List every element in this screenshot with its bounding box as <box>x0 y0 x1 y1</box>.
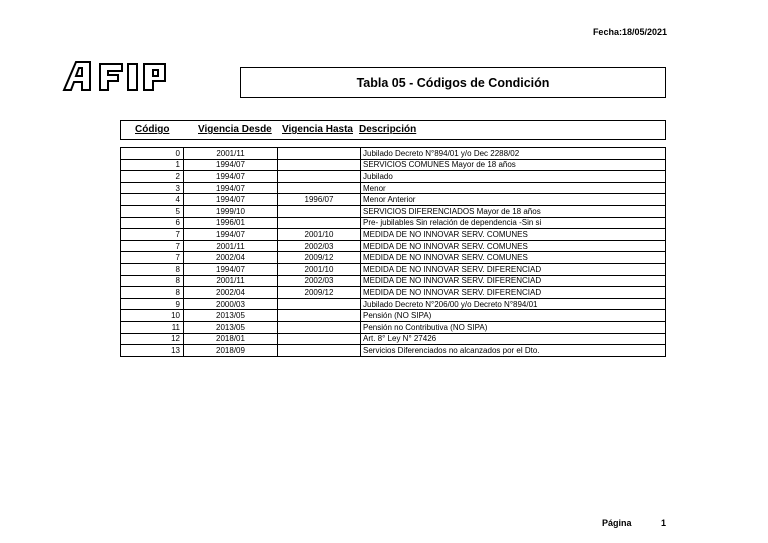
cell-descripcion: MEDIDA DE NO INNOVAR SERV. COMUNES <box>361 240 666 252</box>
cell-codigo: 8 <box>121 263 184 275</box>
cell-descripcion: Menor <box>361 182 666 194</box>
table-row <box>121 171 666 183</box>
cell-vigencia-hasta <box>278 171 361 183</box>
cell-vigencia-desde: 1994/07 <box>184 194 278 206</box>
cell-vigencia-hasta: 2001/10 <box>278 229 361 241</box>
cell-vigencia-hasta: 1996/07 <box>278 194 361 206</box>
cell-descripcion: Art. 8° Ley N° 27426 <box>361 333 666 345</box>
cell-codigo: 8 <box>121 287 184 299</box>
cell-descripcion: Pensión (NO SIPA) <box>361 310 666 322</box>
cell-vigencia-desde: 2002/04 <box>184 252 278 264</box>
table-row <box>121 194 666 206</box>
cell-codigo: 9 <box>121 298 184 310</box>
cell-vigencia-hasta: 2002/03 <box>278 275 361 287</box>
table-row <box>121 240 666 252</box>
cell-vigencia-hasta <box>278 333 361 345</box>
cell-descripcion: MEDIDA DE NO INNOVAR SERV. COMUNES <box>361 229 666 241</box>
cell-vigencia-hasta <box>278 205 361 217</box>
table-row <box>121 159 666 171</box>
cell-codigo: 12 <box>121 333 184 345</box>
cell-descripcion: MEDIDA DE NO INNOVAR SERV. DIFERENCIAD <box>361 263 666 275</box>
cell-vigencia-desde: 2002/04 <box>184 287 278 299</box>
col-header-descripcion: Descripción <box>359 124 417 135</box>
cell-vigencia-desde: 1994/07 <box>184 159 278 171</box>
table-row <box>121 148 666 160</box>
table-row <box>121 321 666 333</box>
table-title: Tabla 05 - Códigos de Condición <box>240 67 666 98</box>
table-row <box>121 298 666 310</box>
col-header-vigencia-hasta: Vigencia Hasta <box>282 124 353 135</box>
table-row <box>121 252 666 264</box>
cell-codigo: 11 <box>121 321 184 333</box>
cell-vigencia-hasta: 2009/12 <box>278 287 361 299</box>
page-label: Página <box>602 518 632 528</box>
cell-vigencia-desde: 2001/11 <box>184 148 278 160</box>
cell-descripcion: MEDIDA DE NO INNOVAR SERV. DIFERENCIAD <box>361 275 666 287</box>
cell-vigencia-hasta <box>278 345 361 357</box>
table-row <box>121 287 666 299</box>
column-header-bar <box>120 120 666 140</box>
cell-vigencia-hasta <box>278 321 361 333</box>
cell-vigencia-desde: 2000/03 <box>184 298 278 310</box>
cell-vigencia-desde: 2013/05 <box>184 321 278 333</box>
cell-codigo: 4 <box>121 194 184 206</box>
cell-codigo: 2 <box>121 171 184 183</box>
condition-codes-table <box>120 147 666 357</box>
cell-vigencia-hasta <box>278 298 361 310</box>
cell-codigo: 7 <box>121 240 184 252</box>
cell-vigencia-desde: 2013/05 <box>184 310 278 322</box>
cell-descripcion: MEDIDA DE NO INNOVAR SERV. COMUNES <box>361 252 666 264</box>
cell-codigo: 10 <box>121 310 184 322</box>
page-number: 1 <box>661 518 667 528</box>
cell-codigo: 6 <box>121 217 184 229</box>
cell-vigencia-hasta <box>278 159 361 171</box>
cell-vigencia-hasta <box>278 217 361 229</box>
table-row <box>121 275 666 287</box>
print-date: Fecha:18/05/2021 <box>592 27 667 37</box>
cell-descripcion: Jubilado Decreto N°206/00 y/o Decreto N°894/01 <box>361 298 666 310</box>
cell-vigencia-desde: 2018/09 <box>184 345 278 357</box>
cell-descripcion: Menor Anterior <box>361 194 666 206</box>
cell-codigo: 7 <box>121 229 184 241</box>
cell-codigo: 1 <box>121 159 184 171</box>
cell-codigo: 0 <box>121 148 184 160</box>
cell-vigencia-desde: 2001/11 <box>184 275 278 287</box>
table-row <box>121 182 666 194</box>
cell-vigencia-desde: 1994/07 <box>184 182 278 194</box>
table-row <box>121 345 666 357</box>
cell-descripcion: MEDIDA DE NO INNOVAR SERV. DIFERENCIAD <box>361 287 666 299</box>
table-row <box>121 217 666 229</box>
cell-descripcion: Servicios Diferenciados no alcanzados por el Dto. <box>361 345 666 357</box>
table-row <box>121 229 666 241</box>
table-row <box>121 263 666 275</box>
cell-codigo: 3 <box>121 182 184 194</box>
table-row <box>121 333 666 345</box>
cell-codigo: 5 <box>121 205 184 217</box>
table-row <box>121 310 666 322</box>
cell-vigencia-hasta: 2001/10 <box>278 263 361 275</box>
cell-vigencia-desde: 2018/01 <box>184 333 278 345</box>
cell-vigencia-desde: 1994/07 <box>184 229 278 241</box>
cell-descripcion: Pre- jubilables Sin relación de dependencia -Sin si <box>361 217 666 229</box>
cell-codigo: 8 <box>121 275 184 287</box>
cell-codigo: 7 <box>121 252 184 264</box>
cell-vigencia-desde: 1999/10 <box>184 205 278 217</box>
cell-vigencia-desde: 1996/01 <box>184 217 278 229</box>
cell-descripcion: Jubilado <box>361 171 666 183</box>
cell-vigencia-hasta <box>278 310 361 322</box>
table-row <box>121 205 666 217</box>
cell-vigencia-hasta: 2002/03 <box>278 240 361 252</box>
cell-descripcion: SERVICIOS DIFERENCIADOS Mayor de 18 años <box>361 205 666 217</box>
afip-logo <box>62 56 192 92</box>
cell-descripcion: Jubilado Decreto N°894/01 y/o Dec 2288/02 <box>361 148 666 160</box>
col-header-vigencia-desde: Vigencia Desde <box>198 124 272 135</box>
cell-descripcion: SERVICIOS COMUNES Mayor de 18 años <box>361 159 666 171</box>
cell-vigencia-desde: 1994/07 <box>184 171 278 183</box>
cell-vigencia-desde: 1994/07 <box>184 263 278 275</box>
cell-vigencia-desde: 2001/11 <box>184 240 278 252</box>
cell-vigencia-hasta <box>278 182 361 194</box>
cell-codigo: 13 <box>121 345 184 357</box>
col-header-codigo: Código <box>135 124 170 135</box>
cell-descripcion: Pensión no Contributiva (NO SIPA) <box>361 321 666 333</box>
cell-vigencia-hasta <box>278 148 361 160</box>
cell-vigencia-hasta: 2009/12 <box>278 252 361 264</box>
